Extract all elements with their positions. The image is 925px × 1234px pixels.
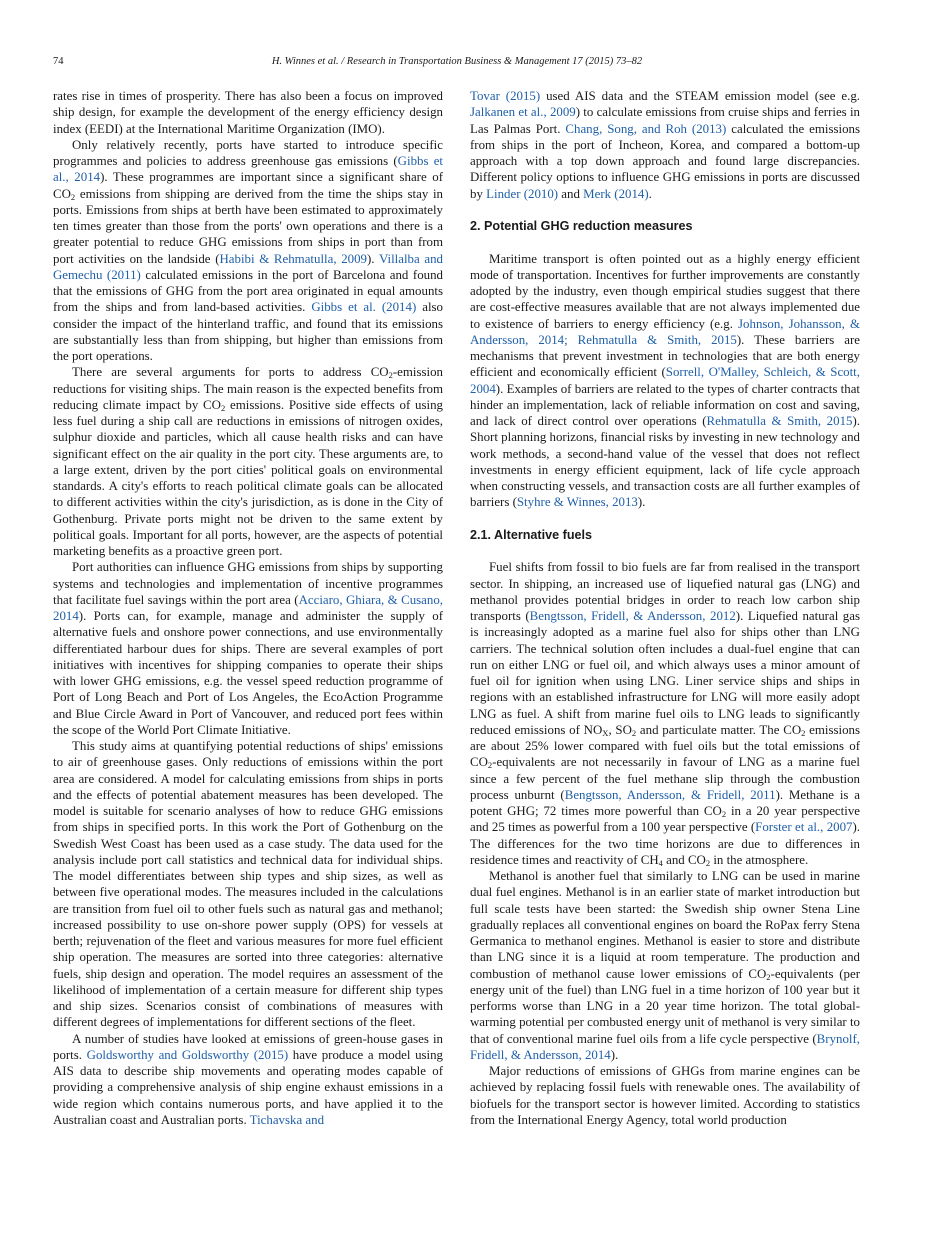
citation-link[interactable]: Johnson, Johansson, & Andersson, 2014; Rehmatulla & Smith, 2015 [470, 316, 860, 347]
right-paragraph-2: Maritime transport is often pointed out as a highly energy efficient mode of transportation. Incentives for further improvements are constantly adopted by the industry, even though empirical studies suggest that there are cost-effective measures available that are not always implemented due to existence of barriers to energy efficiency (e.g. Johnson, Johansson, & Andersson, 2014; Rehmatulla & Smith, 2015). These barriers are mechanisms that prevent investment in technologies that are both energy efficient and economically efficient (Sorrell, O'Malley, Schleich, & Scott, 2004). Examples of barriers are related to the types of charter contracts that hinder an implementation, lack of reliable information on cost and saving, and lack of direct control over operations (Rehmatulla & Smith, 2015). Short planning horizons, financial risks by investing in new technology and work methods, a second-hand value of the vessel that does not reflect investments in energy efficient equipment, lack of life cycle approach when constructing vessels, and transaction costs are all further examples of barriers (Styhre & Winnes, 2013). [470, 251, 860, 510]
citation-link[interactable]: Bengtsson, Fridell, & Andersson, 2012 [529, 609, 736, 623]
citation-link[interactable]: Forster et al., 2007 [755, 820, 853, 835]
citation-link[interactable]: Gibbs et al., 2014 [53, 154, 443, 185]
citation-link[interactable]: Styhre & Winnes, 2013 [516, 495, 638, 510]
left-paragraph-5: This study aims at quantifying potential reductions of ships' emissions to air of greenhouse gases. Only reductions of emissions within the port area are considered. A model for calculating emissions from ships in ports and the effects of potential abatement measures has been developed. The model is suitable for scenario analyses of how to reduce GHG emissions from ships in specified ports. In this work the Port of Gothenburg on the Swedish West Coast has been used as a case study. The data used for the analysis include port call statistics and technical data for individual ships. The model differentiates between ship types and ship sizes, as well as between five operational modes. The measures included in the calculations are transition from fuel oil to other fuels such as natural gas and methanol; increased possibility to use on-shore power supply (OPS) for vessels at berth; rejuvenation of the fleet and various measures for more fuel efficient ship operation. The measures are sorted into three categories: alternative fuels, ship design and operation. The model requires an assessment of the likelihood of implementation of a certain measure for different ship types and ship sizes. Scenarios consist of combinations of measures with different degrees of implementations for different sections of the fleet. [53, 739, 443, 1030]
running-head: H. Winnes et al. / Research in Transportation Business & Management 17 (2015) 73–82 [271, 56, 643, 67]
citation-link[interactable]: Tovar (2015) [470, 89, 541, 103]
left-paragraph-6: A number of studies have looked at emissions of green-house gases in ports. Goldsworthy and Goldsworthy (2015) have produce a model using AIS data to describe ship movements and operating modes capable of providing a comprehensive analysis of ship engine exhaust emissions in a wide region which contains numerous ports, and have applied it to the Australian coast and Australian ports. Tichavska and [53, 1031, 444, 1127]
citation-link[interactable]: Merk (2014) [583, 186, 649, 201]
left-paragraph-1: rates rise in times of prosperity. There has also been a focus on improved ship design, for example the development of the energy efficiency design index (EEDI) at the International Maritime Organization (IMO). [53, 89, 443, 136]
right-paragraph-5: Major reductions of emissions of GHGs from marine engines can be achieved by replacing fossil fuels with renewable ones. The availability of biofuels for the transport sector is however limited. According to statistics from the International Energy Agency, total world production [470, 1064, 860, 1127]
right-paragraph-3: Fuel shifts from fossil to bio fuels are far from realised in the transport sector. In shipping, an increased use of liquefied natural gas (LNG) and methanol provides potential bridges in order to reach low carbon ship transports (Bengtsson, Fridell, & Andersson, 2012). Liquefied natural gas is increasingly adopted as a marine fuel also for ships other than LNG carriers. The technical solution often includes a dual-fuel engine that can run on either LNG or fuel oil, and which always uses a minor amount of fuel oil for ignition when using LNG. Liner service ships and ships in regions with an established infrastructure for LNG will more easily adopt LNG as fuel. A shift from marine fuel oils to LNG leads to significantly reduced emissions of $NO_X$, $SO_2$ and particulate matter. The $CO_2$ emissions are about 25% lower compared with fuel oils but the total emissions of $CO_2$-equivalents are not necessarily in favour of LNG as a marine fuel since a few percent of the fuel methane slip through the combustion process unburnt (Bengtsson, Andersson, & Fridell, 2011). Methane is a potent GHG; 72 times more powerful than $CO_2$ in a 20 year perspective and 25 times as powerful from a 100 year perspective (Forster et al., 2007). The differences for the two time horizons are due to differences in residence times and reactivity of $CH_4$ and $CO_2$ in the atmosphere. [470, 560, 860, 868]
citation-link[interactable]: Jalkanen et al., 2009 [470, 105, 576, 120]
right-paragraph-4: Methanol is another fuel that similarly to LNG can be used in marine dual fuel engines. Methanol is in an earlier state of market introduction but full scale tests have been started: the Swedish ship owner Stena Line gradually replaces all conventional engines on board the RoPax ferry Stena Germanica to methanol engines. Methanol is easier to store and distribute than LNG since it is a liquid at room temperature. The production and combustion of methanol cause lower emissions of $CO_2$-equivalents (per energy unit of the fuel) than LNG fuel in a time horizon of 100 year but it performs worse than LNG in a 20 year time horizon. The total global-warming potential per combusted energy unit of methanol is very similar to that of conventional marine fuel oils from a life cycle perspective (Brynolf, Fridell, & Andersson, 2014). [470, 869, 860, 1062]
citation-link[interactable]: Gibbs et al. (2014) [311, 300, 417, 315]
citation-link[interactable]: Acciaro, Ghiara, & Cusano, 2014 [53, 592, 443, 623]
left-paragraph-4: Port authorities can influence GHG emissions from ships by supporting systems and technologies and implementation of incentive programmes that facilitate fuel savings within the port area (Acciaro, Ghiara, & Cusano, 2014). Ports can, for example, manage and administer the supply of alternative fuels and onshore power connections, and use environmentally differentiated harbour dues for ships. There are several examples of port initiatives with incentives for shipping companies to operate their ships with lower GHG emissions, e.g. the vessel speed reduction programme of Port of Long Beach and Port of Los Angeles, the EcoAction Programme and Blue Circle Award in Port of Vancouver, and reduced port fees within the scope of the World Port Climate Initiative. [53, 560, 443, 737]
citation-link[interactable]: Tichavska and [249, 1112, 325, 1127]
left-paragraph-2: Only relatively recently, ports have started to introduce specific programmes and policies to address greenhouse gas emissions (Gibbs et al., 2014). These programmes are important since a significant share of $CO_2$ emissions from shipping are derived from the time the ships stay in ports. Emissions from ships at berth have been estimated to approximately ten times greater than those from the ports' own operations and there is a greater potential to reduce GHG emissions from ships in port than from port activities on the landside (Habibi & Rehmatulla, 2009). Villalba and Gemechu (2011) calculated emissions in the port of Barcelona and found that the emissions of GHG from the port area originated in equal amounts from the ships and from land-based activities. Gibbs et al. (2014) also consider the impact of the hinterland traffic, and found that its emissions are substantially less than from shipping, but higher than emissions from the port operations. [53, 137, 443, 363]
subsection-heading: 2.1. Alternative fuels [470, 527, 593, 542]
left-paragraph-3: There are several arguments for ports to address $CO_2$-emission reductions for visiting ships. The main reason is the expected benefits from reducing climate impact by $CO_2$ emissions. Positive side effects of using less fuel during a ship call are reductions in emissions of nitrogen oxides, sulphur dioxide and particles, which all cause health risks and can have significant effect on the air quality in the port city. These arguments are, to a large extent, driven by the port cities' political goals on environmental standards. A city's efforts to reach political climate goals can be allocated to different activities within the city's jurisdiction, as is done in the City of Gothenburg. Private ports might not be driven to the same extent by political goals. Important for all ports, however, are the aspects of potential marketing benefits as a proactive green port. [53, 365, 443, 558]
citation-link[interactable]: Villalba and Gemechu (2011) [53, 251, 443, 282]
right-column [470, 88, 860, 1128]
page-number: 74 [53, 56, 64, 67]
citation-link[interactable]: Habibi & Rehmatulla, 2009 [219, 251, 367, 266]
citation-link[interactable]: Sorrell, O'Malley, Schleich, & Scott, 2004 [470, 365, 860, 396]
citation-link[interactable]: Chang, Song, and Roh (2013) [565, 121, 727, 136]
citation-link[interactable]: Goldsworthy and Goldsworthy (2015) [86, 1047, 289, 1062]
section-heading: 2. Potential GHG reduction measures [470, 219, 693, 233]
left-column [53, 88, 443, 1128]
citation-link[interactable]: Brynolf, Fridell, & Andersson, 2014 [470, 1031, 860, 1062]
page-header [53, 56, 861, 72]
right-paragraph-1: Tovar (2015) used AIS data and the STEAM emission model (see e.g. Jalkanen et al., 2009) to calculate emissions from cruise ships and ferries in Las Palmas Port. Chang, Song, and Roh (2013) calculated the emissions from ships in the port of Incheon, Korea, and compared a bottom-up approach with a top down approach and found large discrepancies. Different policy options to influence GHG emissions in ports are discussed by Linder (2010) and Merk (2014). [470, 89, 861, 201]
citation-link[interactable]: Bengtsson, Andersson, & Fridell, 2011 [564, 787, 776, 802]
citation-link[interactable]: Rehmatulla & Smith, 2015 [706, 414, 853, 428]
citation-link[interactable]: Linder (2010) [486, 186, 559, 201]
